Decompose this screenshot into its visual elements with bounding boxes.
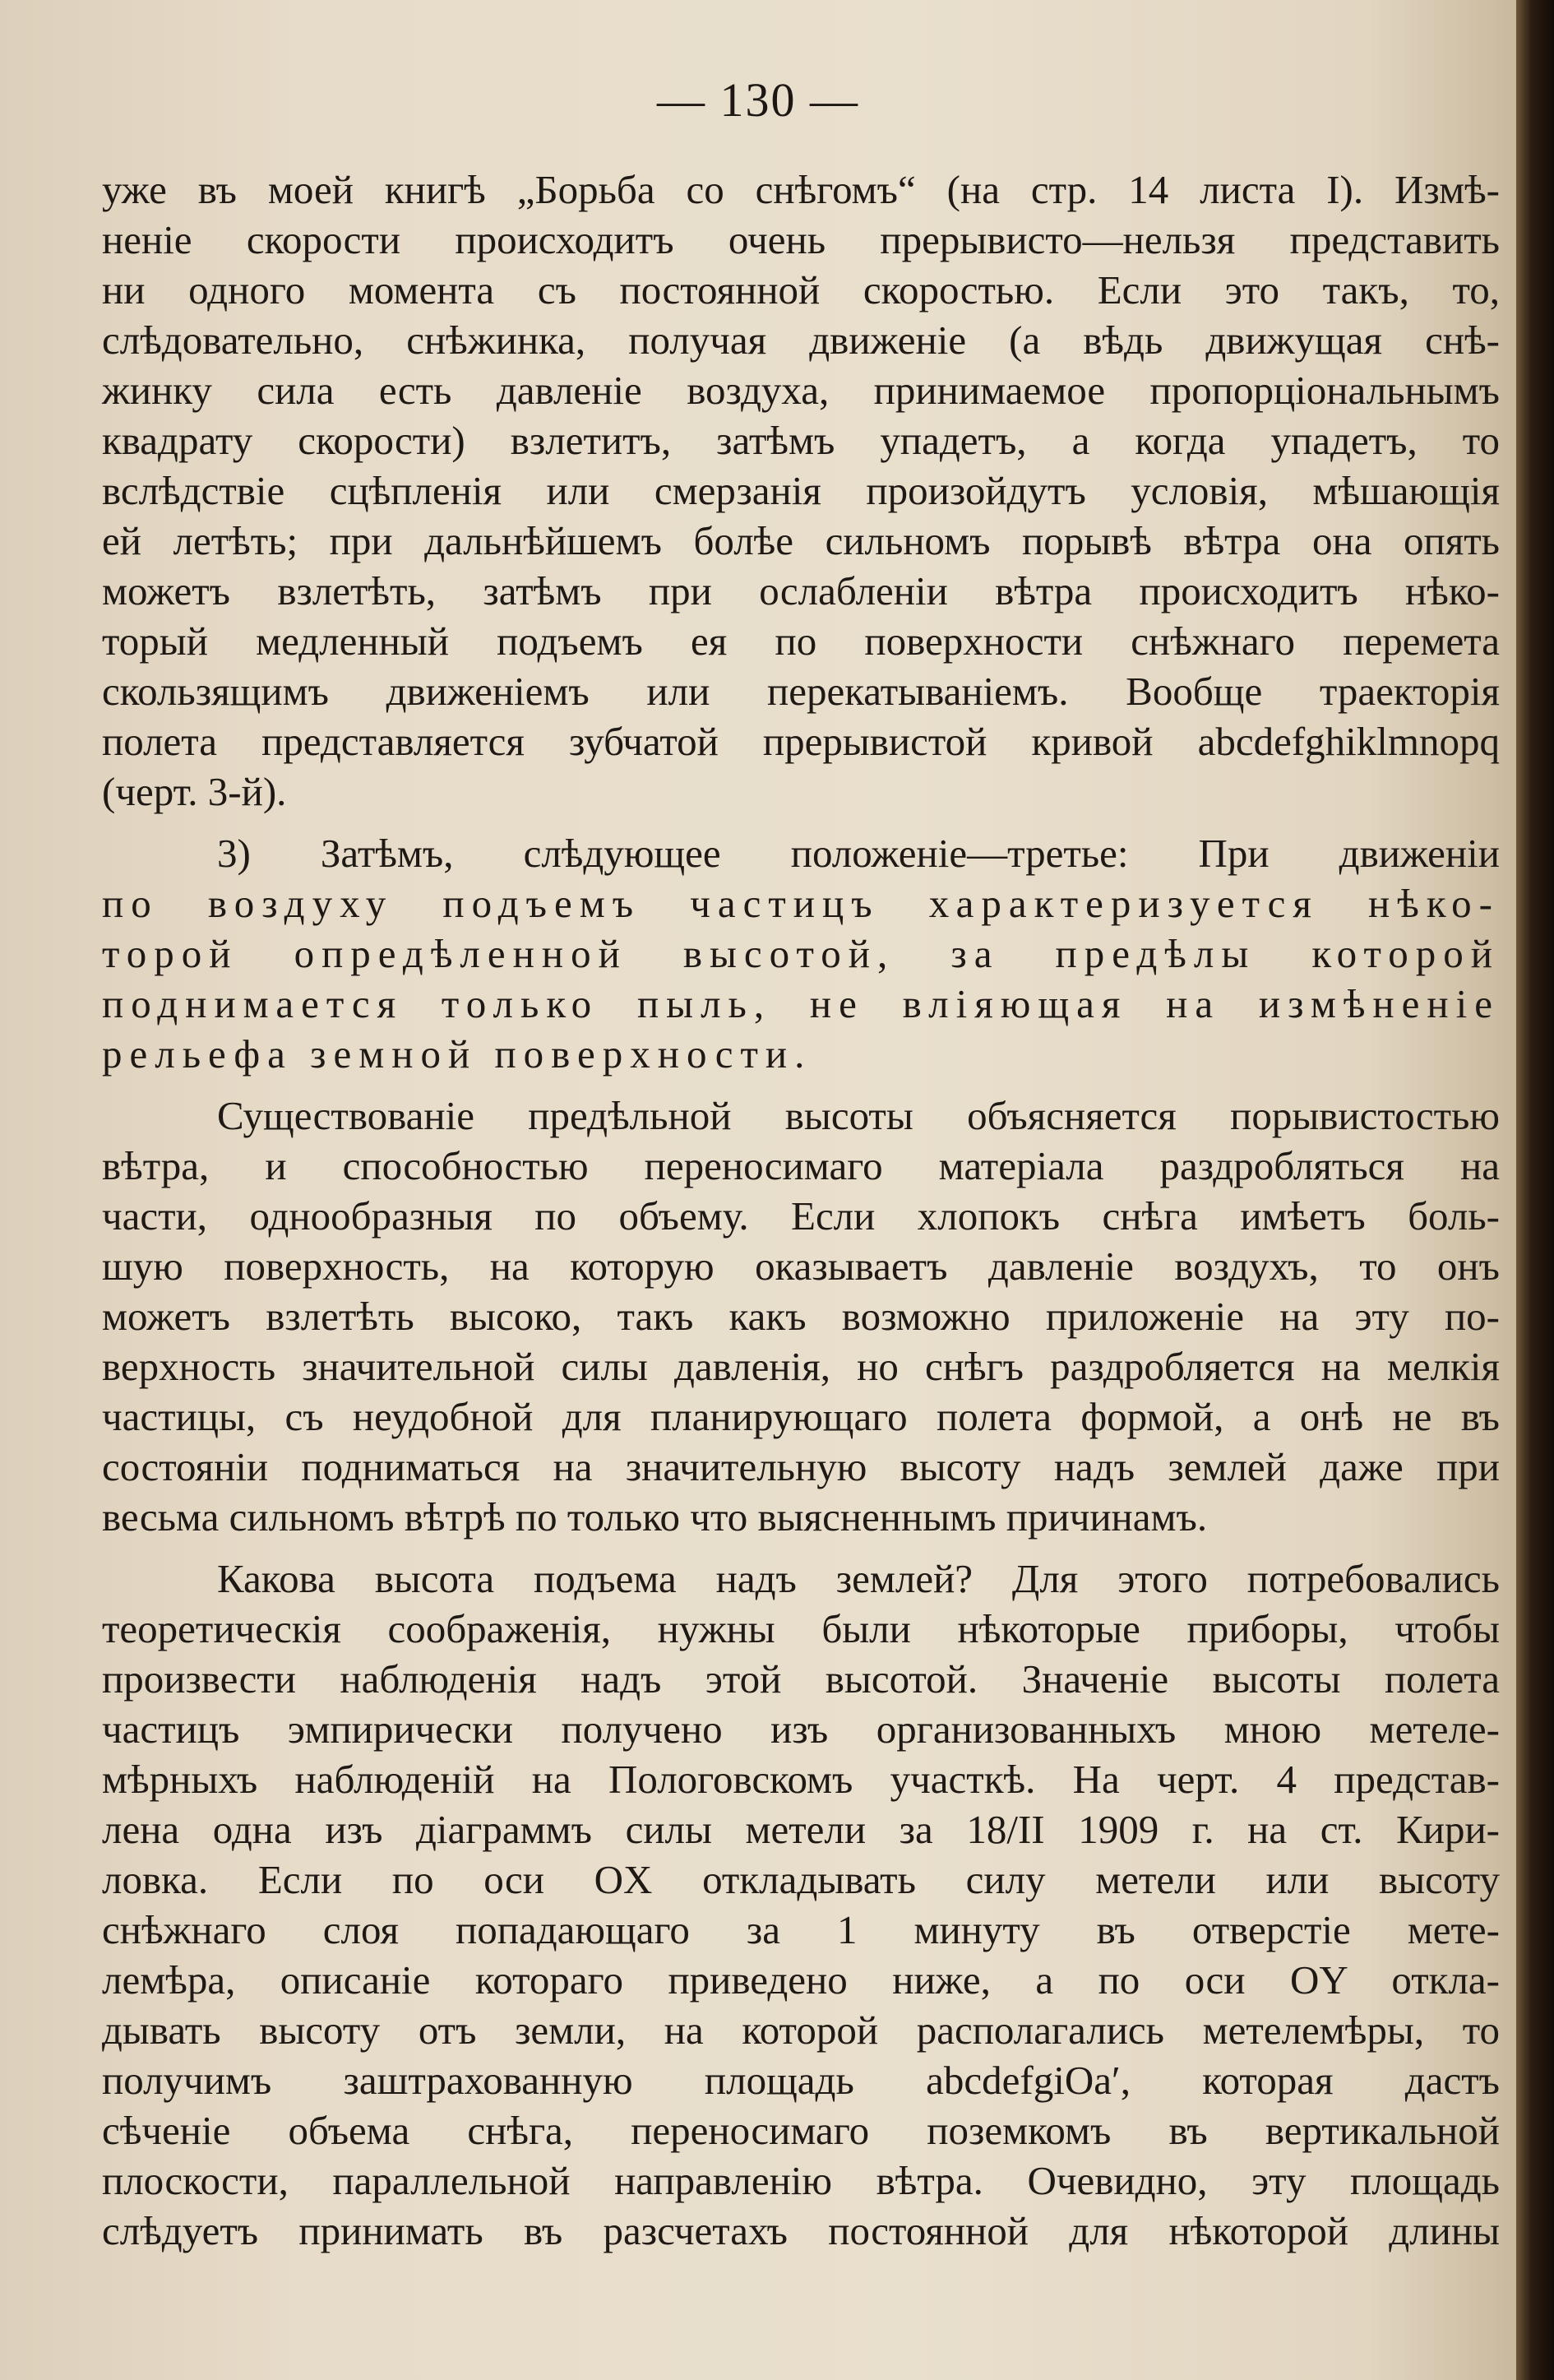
- text-line: полета представляется зубчатой прерывистой кривой abcdefghiklmnopq: [102, 719, 1500, 764]
- paragraph-1: [102, 164, 1500, 817]
- text-line: 3) Затѣмъ, слѣдующее положеніе—третье: При движеніи: [217, 831, 1500, 876]
- paragraph-3: [102, 1090, 1500, 1542]
- body-text: [102, 164, 1500, 2256]
- paragraph-4: [102, 1553, 1500, 2256]
- text-line: вслѣдствіе сцѣпленія или смерзанія произойдутъ условія, мѣшающія: [102, 468, 1500, 513]
- text-line: вѣтра, и способностью переносимаго матеріала раздробляться на: [102, 1143, 1500, 1188]
- text-line: рельефа земной поверхности.: [102, 1031, 812, 1077]
- text-line: слѣдуетъ принимать въ разсчетахъ постоянной для нѣкоторой длины: [102, 2208, 1500, 2253]
- book-edge: [1516, 0, 1554, 2380]
- text-line: сѣченіе объема снѣга, переносимаго поземкомъ въ вертикальной: [102, 2108, 1500, 2153]
- page-number: — 130 —: [657, 73, 859, 127]
- text-line: по воздуху подъемъ частицъ характеризуется нѣко-: [102, 881, 1500, 926]
- text-line: произвести наблюденія надъ этой высотой. Значеніе высоты полета: [102, 1656, 1500, 1702]
- text-line: снѣжнаго слоя попадающаго за 1 минуту въ отверстіе мете-: [102, 1907, 1500, 1952]
- text-line: теоретическія соображенія, нужны были нѣкоторые приборы, чтобы: [102, 1606, 1500, 1651]
- text-line: (черт. 3-й).: [102, 769, 287, 814]
- text-line: можетъ взлетѣть высоко, такъ какъ возможно приложеніе на эту по-: [102, 1294, 1500, 1339]
- text-line: ловка. Если по оси OX откладывать силу метели или высоту: [102, 1857, 1500, 1902]
- text-line: мѣрныхъ наблюденій на Пологовскомъ участкѣ. На черт. 4 представ-: [102, 1757, 1500, 1802]
- text-line: торой опредѣленной высотой, за предѣлы которой: [102, 931, 1500, 976]
- text-line: ей летѣть; при дальнѣйшемъ болѣе сильномъ порывѣ вѣтра она опять: [102, 518, 1500, 563]
- text-line: Какова высота подъема надъ землей? Для этого потребовались: [217, 1556, 1500, 1601]
- text-line: лена одна изъ діаграммъ силы метели за 18/II 1909 г. на ст. Кири-: [102, 1807, 1500, 1852]
- text-line: Существованіе предѣльной высоты объясняется порывистостью: [217, 1093, 1500, 1138]
- text-line: скользящимъ движеніемъ или перекатываніемъ. Вообще траекторія: [102, 669, 1500, 714]
- text-line: торый медленный подъемъ ея по поверхности снѣжнаго перемета: [102, 618, 1500, 664]
- paragraph-2: [102, 828, 1500, 1079]
- text-line: лемѣра, описаніе котораго приведено ниже, а по оси OY откла-: [102, 1957, 1500, 2003]
- text-line: весьма сильномъ вѣтрѣ по только что выясненнымъ причинамъ.: [102, 1494, 1208, 1540]
- text-line: верхность значительной силы давленія, но снѣгъ раздробляется на мелкія: [102, 1344, 1500, 1389]
- text-line: поднимается только пыль, не вліяющая на измѣненіе: [102, 981, 1500, 1026]
- text-line: можетъ взлетѣть, затѣмъ при ослабленіи вѣтра происходитъ нѣко-: [102, 568, 1500, 614]
- text-line: плоскости, параллельной направленію вѣтра. Очевидно, эту площадь: [102, 2158, 1500, 2203]
- text-line: частицъ эмпирически получено изъ организованныхъ мною метеле-: [102, 1706, 1500, 1752]
- text-line: слѣдовательно, снѣжинка, получая движеніе (а вѣдь движущая снѣ-: [102, 317, 1500, 363]
- text-line: частицы, съ неудобной для планирующаго полета формой, а онѣ не въ: [102, 1394, 1500, 1439]
- text-line: дывать высоту отъ земли, на которой располагались метелемѣры, то: [102, 2007, 1500, 2053]
- text-line: получимъ заштрахованную площадь abcdefgiOa′, которая дастъ: [102, 2058, 1500, 2103]
- text-line: шую поверхность, на которую оказываетъ давленіе воздухъ, то онъ: [102, 1243, 1500, 1289]
- text-line: части, однообразныя по объему. Если хлопокъ снѣга имѣетъ боль-: [102, 1193, 1500, 1239]
- text-line: уже въ моей книгѣ „Борьба со снѣгомъ“ (на стр. 14 листа I). Измѣ-: [102, 167, 1500, 212]
- text-line: жинку сила есть давленіе воздуха, принимаемое пропорціональнымъ: [102, 368, 1500, 413]
- text-line: квадрату скорости) взлетитъ, затѣмъ упадетъ, а когда упадетъ, то: [102, 418, 1500, 463]
- text-line: неніе скорости происходитъ очень прерывисто—нельзя представить: [102, 217, 1500, 262]
- text-line: состояніи подниматься на значительную высоту надъ землей даже при: [102, 1444, 1500, 1489]
- text-line: ни одного момента съ постоянной скоростью. Если это такъ, то,: [102, 267, 1500, 313]
